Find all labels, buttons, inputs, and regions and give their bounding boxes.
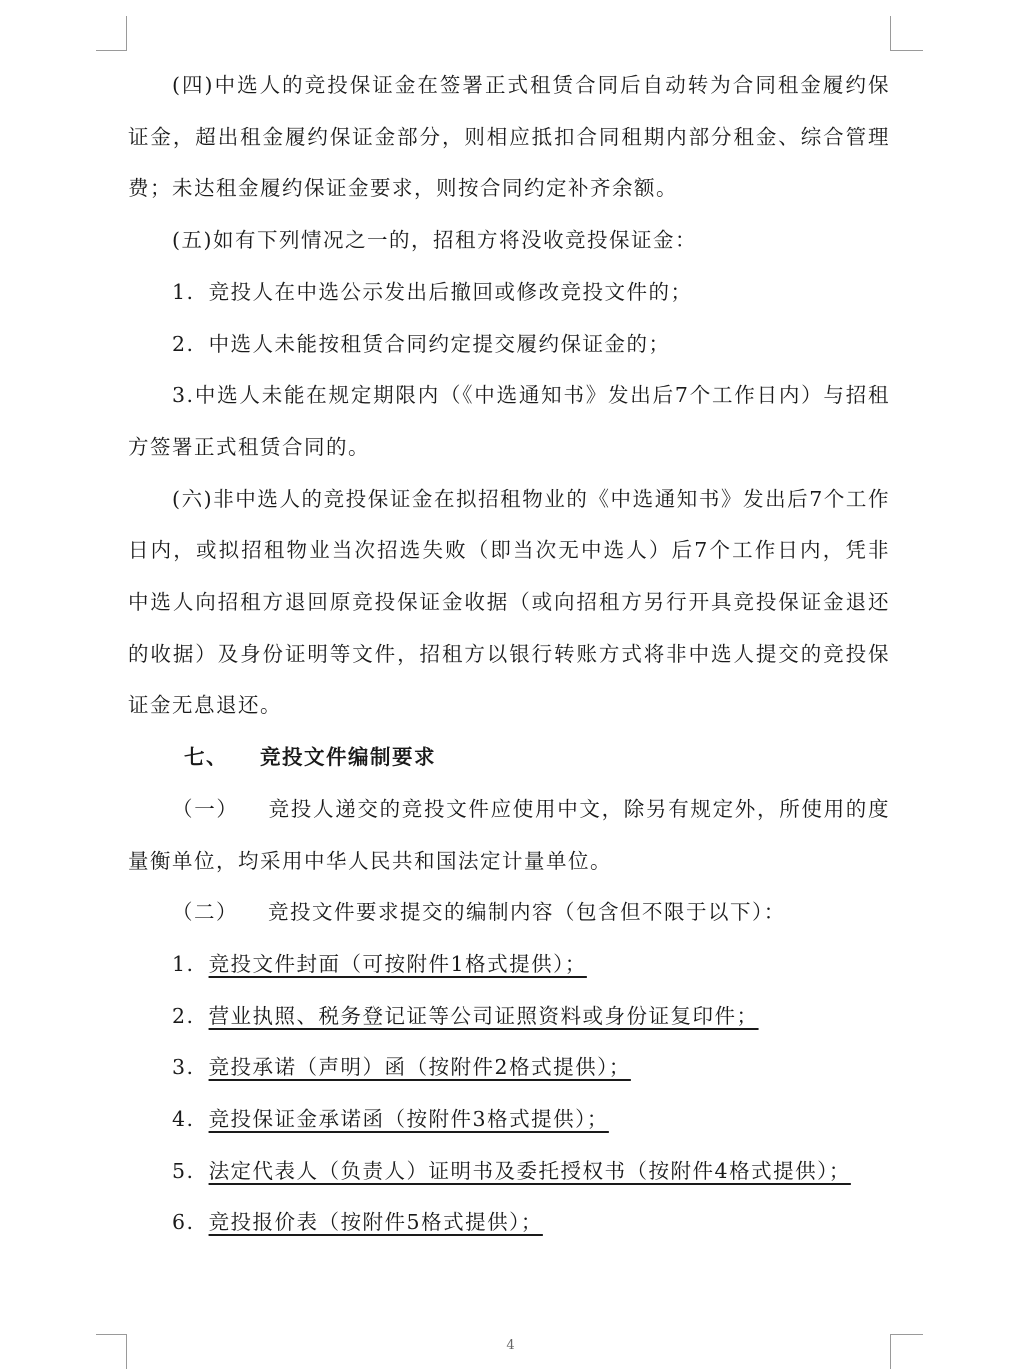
- list-item-text: 竞投承诺（声明）函（按附件2格式提供）；: [208, 1055, 631, 1080]
- list-item-number: 2.: [172, 331, 195, 356]
- list-item-number: 1.: [172, 279, 195, 304]
- list-item-text: 竞投文件封面（可按附件1格式提供）；: [208, 951, 587, 976]
- paragraph-5: (五)如有下列情况之一的，招租方将没收竞投保证金：: [172, 228, 697, 253]
- list-item: [128, 1042, 890, 1094]
- list-item: [128, 1197, 890, 1249]
- paragraph-6: (六)非中选人的竞投保证金在拟招租物业的《中选通知书》发出后7个工作日内，或拟招租物业当次招选失败（即当次无中选人）后7个工作日内，凭非中选人向招租方退回原竞投保证金收据（或向招租方另行开具竞投保证金退还的收据）及身份证明等文件，招租方以银行转账方式将非中选人提交的竞投保证金无息退还。: [128, 486, 890, 718]
- subsection-1: [128, 784, 890, 887]
- subsection-2: [128, 887, 890, 939]
- crop-mark-top-left: [96, 16, 127, 51]
- list-item: [128, 939, 890, 991]
- subsection-number: （二）: [172, 900, 238, 925]
- list-item-text: 营业执照、税务登记证等公司证照资料或身份证复印件；: [208, 1003, 759, 1028]
- list-item-number: 3.: [172, 383, 195, 408]
- list-item-number: 5.: [172, 1158, 195, 1183]
- list-item-text: 竞投保证金承诺函（按附件3格式提供）；: [208, 1107, 609, 1132]
- list-item-text: 中选人未能在规定期限内（《中选通知书》发出后7个工作日内）与招租方签署正式租赁合同的。: [128, 383, 890, 459]
- list-item-text: 竞投人在中选公示发出后撤回或修改竞投文件的；: [208, 279, 693, 304]
- list-item: [128, 1146, 890, 1198]
- list-item-number: 6.: [172, 1210, 195, 1235]
- list-item-text: 中选人未能按租赁合同约定提交履约保证金的；: [208, 331, 671, 356]
- list-item-text: 竞投报价表（按附件5格式提供）；: [208, 1210, 543, 1235]
- section-number: 七、: [184, 745, 228, 770]
- subsection-text: 竞投人递交的竞投文件应使用中文，除另有规定外，所使用的度量衡单位，均采用中华人民共和国法定计量单位。: [128, 796, 891, 873]
- list-item: [128, 1094, 890, 1146]
- list-item: [128, 267, 890, 319]
- section-heading: [128, 732, 890, 784]
- paragraph-4: (四)中选人的竞投保证金在签署正式租赁合同后自动转为合同租金履约保证金，超出租金履约保证金部分，则相应抵扣合同租期内部分租金、综合管理费；未达租金履约保证金要求，则按合同约定补齐余额。: [128, 73, 890, 201]
- list-item: [128, 319, 890, 371]
- subsection-number: （一）: [172, 796, 239, 821]
- section-title: 竞投文件编制要求: [260, 745, 436, 770]
- document-body: [128, 60, 890, 1249]
- list-item-number: 4.: [172, 1107, 195, 1132]
- list-item-number: 3.: [172, 1055, 195, 1080]
- page-number: 4: [506, 1338, 515, 1353]
- list-item: [128, 991, 890, 1043]
- list-item-number: 1.: [172, 951, 195, 976]
- list-item-number: 2.: [172, 1003, 195, 1028]
- list-item-text: 法定代表人（负责人）证明书及委托授权书（按附件4格式提供）；: [208, 1158, 851, 1183]
- list-item: [128, 370, 890, 473]
- subsection-text: 竞投文件要求提交的编制内容（包含但不限于以下）：: [268, 900, 786, 925]
- crop-mark-top-right: [890, 16, 923, 51]
